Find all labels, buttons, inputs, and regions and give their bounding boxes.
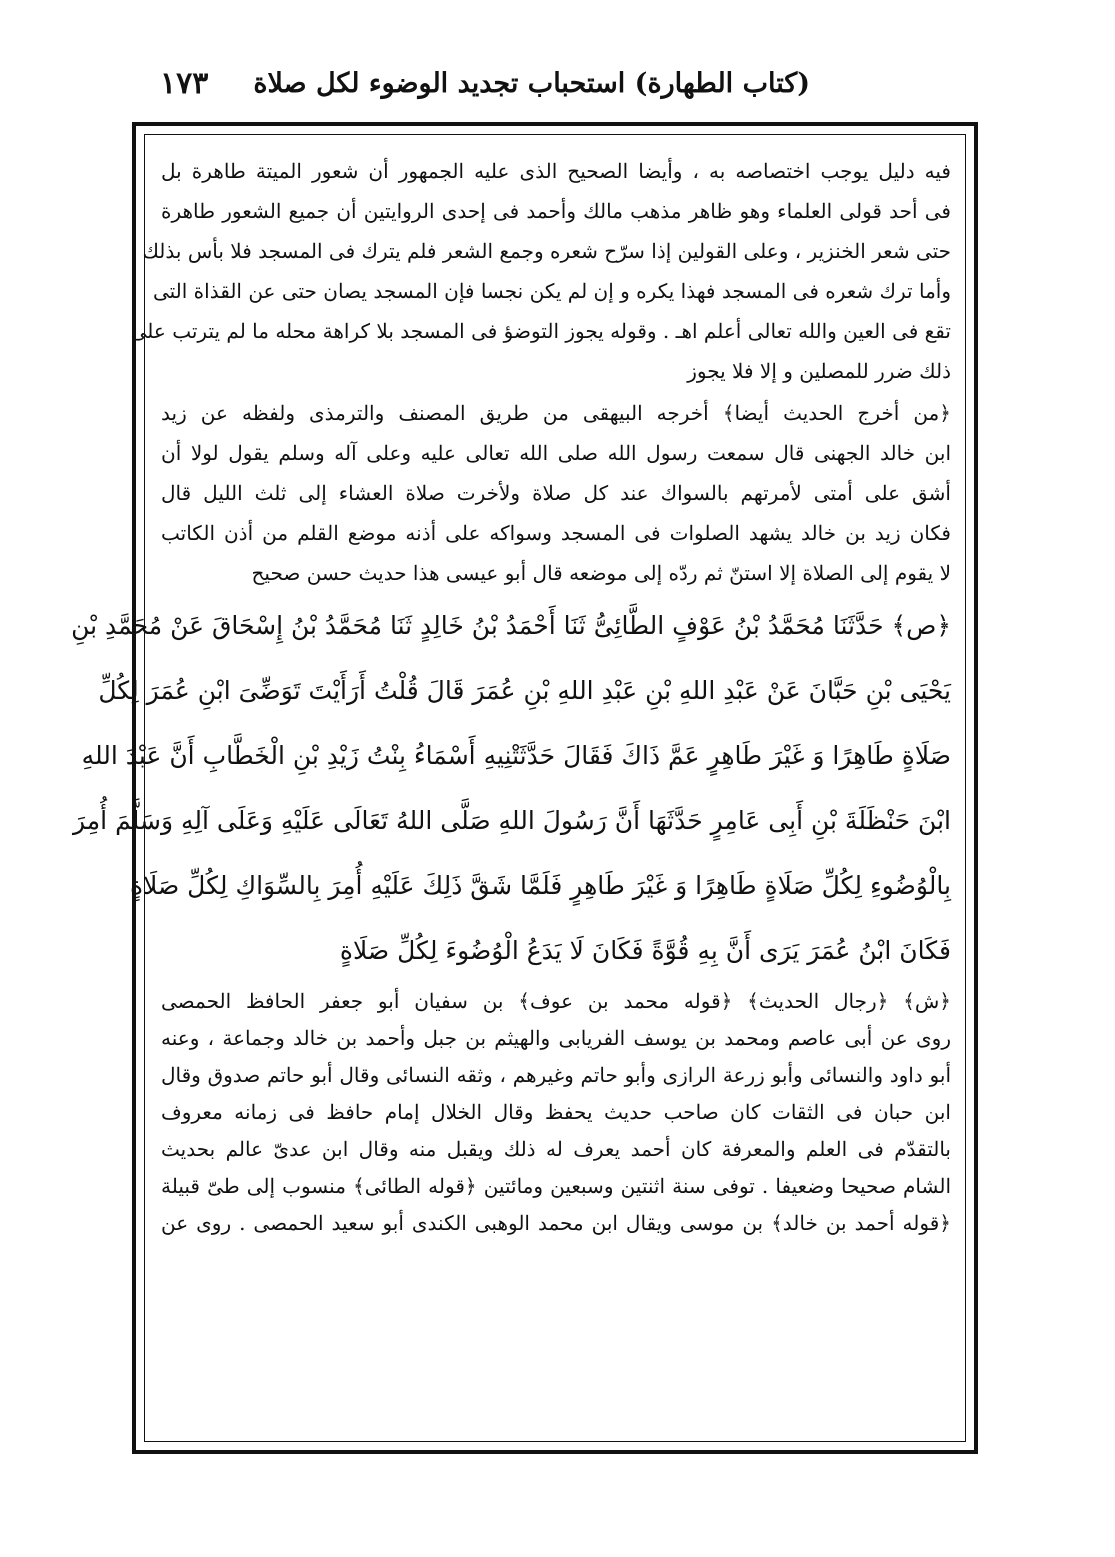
page-frame-inner	[71, 134, 966, 1442]
sharh-paragraph	[161, 983, 951, 1242]
text-line: ﴿من أخرج الحديث أيضا﴾ أخرجه البيهقى من طريق المصنف والترمذى ولفظه عن زيد	[161, 401, 951, 425]
text-line: وأما ترك شعره فى المسجد فهذا يكره و إن لم يكن نجسا فإن المسجد يصان حتى عن القذاة التى	[152, 279, 951, 303]
text-line: تقع فى العين والله تعالى أعلم اهـ . وقوله يجوز التوضؤ فى المسجد بلا كراهة محله ما لم يترتب على	[130, 319, 951, 343]
running-header	[150, 62, 960, 116]
hadith-line: بِالْوُضُوءِ لِكُلِّ صَلَاةٍ طَاهِرًا وَ غَيْرَ طَاهِرٍ فَلَمَّا شَقَّ ذَلِكَ عَلَيْهِ أُمِرَ بِالسِّوَاكِ لِكُلِّ صَلَاةٍ	[129, 871, 951, 900]
text-line: الشام صحيحا وضعيفا . توفى سنة اثنتين وسبعين ومائتين ﴿قوله الطائى﴾ منسوب إلى طىّ قبيلة	[161, 1174, 951, 1198]
hadith-line: يَحْيَى بْنِ حَبَّانَ عَنْ عَبْدِ اللهِ بْنِ عَبْدِ اللهِ بْنِ عُمَرَ قَالَ قُلْتُ أَرَأَيْتَ تَوَضِّىَ ابْنِ عُمَرَ لِكُلِّ	[98, 676, 951, 705]
page-number: ١٧٣	[160, 66, 209, 101]
text-line: بالتقدّم فى العلم والمعرفة كان أحمد يعرف له ذلك ويقبل منه وقال ابن عدىّ عالم بحديث	[161, 1137, 951, 1161]
chapter-title: (كتاب الطهارة) استحباب تجديد الوضوء لكل صلاة	[253, 68, 810, 99]
text-line: فيه دليل يوجب اختصاصه به ، وأيضا الصحيح الذى عليه الجمهور أن شعور الميتة طاهرة بل	[161, 159, 951, 183]
hadith-line: صَلَاةٍ طَاهِرًا وَ غَيْرَ طَاهِرٍ عَمَّ ذَاكَ فَقَالَ حَدَّثَتْنِيهِ أَسْمَاءُ بِنْتُ زَيْدِ بْنِ الْخَطَّابِ أَنَّ عَبْدَ اللهِ	[81, 741, 951, 770]
takhrij-paragraph	[161, 393, 951, 593]
text-line: حتى شعر الخنزير ، وعلى القولين إذا سرّح شعره وجمع الشعر فلم يترك فى المسجد فلا بأس بذلك	[142, 239, 951, 263]
text-line: ﴿قوله أحمد بن خالد﴾ بن موسى ويقال ابن محمد الوهبى الكندى أبو سعيد الحمصى . روى عن	[161, 1211, 951, 1235]
text-line: أبو داود والنسائى وأبو زرعة الرازى وأبو حاتم وغيرهم ، وثقه النسائى وقال أبو حاتم صدوق وقال	[161, 1063, 951, 1087]
text-line: فكان زيد بن خالد يشهد الصلوات فى المسجد وسواكه على أذنه موضع القلم من أذن الكاتب	[161, 521, 951, 545]
hadith-line: فَكَانَ ابْنُ عُمَرَ يَرَى أَنَّ بِهِ قُوَّةً فَكَانَ لَا يَدَعُ الْوُضُوءَ لِكُلِّ صَلَاةٍ	[339, 936, 951, 965]
text-line: أشق على أمتى لأمرتهم بالسواك عند كل صلاة ولأخرت صلاة العشاء إلى ثلث الليل قال	[161, 481, 951, 505]
text-line: فى أحد قولى العلماء وهو ظاهر مذهب مالك وأحمد فى إحدى الروايتين أن جميع الشعور طاهرة	[161, 199, 951, 223]
page-frame	[71, 122, 978, 1454]
text-line: روى عن أبى عاصم ومحمد بن يوسف الفريابى والهيثم بن جبل وأحمد بن خالد وجماعة ، وعنه	[161, 1026, 951, 1050]
commentary-paragraph	[130, 151, 951, 391]
text-line: ذلك ضرر للمصلين و إلا فلا يجوز	[687, 359, 951, 383]
text-line: لا يقوم إلى الصلاة إلا استنّ ثم ردّه إلى موضعه قال أبو عيسى هذا حديث حسن صحيح	[251, 561, 951, 585]
hadith-line: ﴿ص﴾ حَدَّثَنَا مُحَمَّدُ بْنُ عَوْفٍ الطَّائِىُّ ثَنَا أَحْمَدُ بْنُ خَالِدٍ ثَنَا مُحَمَّدُ بْنُ إِسْحَاقَ عَنْ مُحَمَّدِ بْنِ	[71, 611, 951, 640]
page-body	[71, 151, 951, 1431]
hadith-line: ابْنَ حَنْظَلَةَ بْنِ أَبِى عَامِرٍ حَدَّثَهَا أَنَّ رَسُولَ اللهِ صَلَّى اللهُ تَعَالَى عَلَيْهِ وَعَلَى آلِهِ وَسَلَّمَ أُمِرَ	[73, 806, 951, 835]
text-line: ابن خالد الجهنى قال سمعت رسول الله صلى الله تعالى عليه وعلى آله وسلم يقول لولا أن	[161, 441, 951, 465]
hadith-text	[71, 593, 951, 983]
text-line: ابن حبان فى الثقات كان صاحب حديث يحفظ وقال الخلال إمام حافظ فى زمانه معروف	[161, 1100, 951, 1124]
text-line: ﴿ش﴾ ﴿رجال الحديث﴾ ﴿قوله محمد بن عوف﴾ بن سفيان أبو جعفر الحافظ الحمصى	[161, 989, 951, 1013]
